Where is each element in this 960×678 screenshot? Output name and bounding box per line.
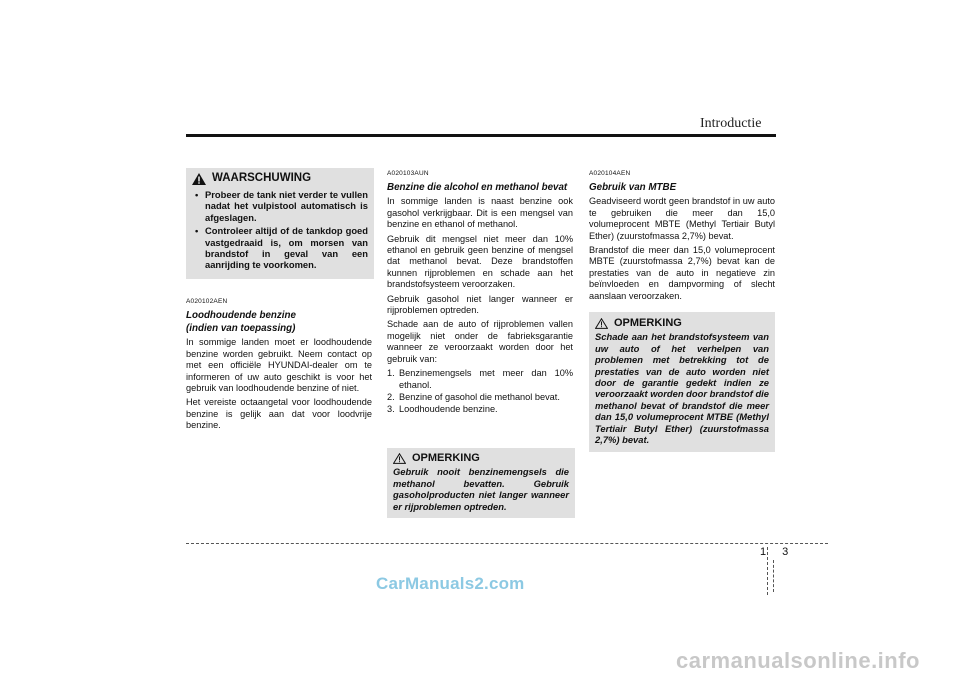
warning-list: [192, 189, 368, 271]
warning-triangle-icon: [192, 173, 206, 185]
paragraph: Brandstof die meer dan 15,0 volumeprocent MBTE (zuurstofmassa 2,7%) bevat kan de prestaties van de auto in negatieve zin beïnvloeden en dampvorming of slecht aanslaan veroorzaken.: [589, 245, 775, 301]
page-number-value: 3: [782, 546, 789, 558]
warning-item: • Controleer altijd of de tankdop goed vastgedraaid is, om morsen van brandstof in geval van een aanrijding te voorkomen.: [192, 225, 368, 271]
paragraph: In sommige landen is naast benzine ook gasohol verkrijgbaar. Dit is een mengsel van benzine en ethanol of methanol.: [387, 196, 573, 230]
caution-triangle-icon: [393, 453, 406, 464]
list-text: Benzinemengsels met meer dan 10% ethanol.: [399, 368, 573, 390]
footer-rule: [186, 543, 828, 544]
list-item: [387, 404, 573, 415]
section-leaded-fuel: [186, 296, 372, 435]
paragraph: Geadviseerd wordt geen brandstof in uw auto te gebruiken die meer dan 15,0 volumeprocent MBTE (Methyl Tertiair Butyl Ether) (zuurstofmassa 2,7%) bevat.: [589, 196, 775, 241]
list-number: 2.: [387, 391, 395, 402]
page-number: [760, 546, 788, 558]
paragraph: In sommige landen moet er loodhoudende benzine worden gebruikt. Neem contact op met een officiële HYUNDAI-dealer om te informeren of uw auto geschikt is voor het gebruik van loodhoudende benzine of niet.: [186, 337, 372, 394]
warning-box: [186, 168, 374, 279]
section-mtbe: [589, 168, 775, 305]
section-code: A020104AEN: [589, 170, 631, 177]
numbered-list: [387, 368, 573, 416]
note-heading: [393, 453, 569, 464]
caution-triangle-icon: [595, 318, 608, 329]
list-text: Benzine of gasohol die methanol bevat.: [399, 391, 560, 402]
section-heading: Benzine die alcohol en methanol bevat: [387, 182, 568, 194]
section-alcohol-fuel: [387, 168, 573, 419]
note-heading: [595, 318, 769, 329]
section-heading: Gebruik van MTBE: [589, 182, 677, 194]
paragraph: Schade aan de auto of rijproblemen vallen mogelijk niet onder de fabrieksgarantie wanneer ze veroorzaakt worden door het gebruik van:: [387, 319, 573, 364]
note-title: OPMERKING: [412, 452, 480, 464]
warning-heading: [192, 173, 368, 185]
section-code: A020103AUN: [387, 170, 429, 177]
footer-divider: [773, 560, 774, 592]
note-body: Schade aan het brandstofsysteem van uw auto of het verhelpen van problemen met betrekking tot de prestaties van de auto worden niet door de garantie gedekt indien ze veroorzaakt worden door brandstof die methanol bevat of brandstof die meer dan 15,0 volumeprocent MTBE (Methyl Tertiair Butyl Ether) (zuurstofmassa 2,7%) bevat.: [595, 331, 769, 446]
header-rule: [186, 134, 776, 137]
paragraph: Gebruik dit mengsel niet meer dan 10% ethanol en gebruik geen benzine of mengsel dat methanol bevat. Deze brandstoffen kunnen rijproblemen en schade aan het brandstofsysteem veroorzaken.: [387, 233, 573, 290]
list-text: Loodhoudende benzine.: [399, 404, 498, 415]
list-number: 1.: [387, 368, 395, 379]
list-item: [387, 368, 573, 391]
warning-title: WAARSCHUWING: [212, 172, 312, 185]
section-code: A020102AEN: [186, 298, 228, 305]
list-item: [387, 392, 573, 403]
section-subheading: (indien van toepassing): [186, 323, 296, 335]
section-heading: Loodhoudende benzine: [186, 310, 296, 322]
list-number: 3.: [387, 404, 395, 415]
section-title: Introductie: [700, 116, 762, 131]
note-title: OPMERKING: [614, 317, 682, 329]
watermark-right: carmanualsonline.info: [676, 648, 920, 673]
chapter-number: 1: [760, 546, 767, 558]
watermark-left: CarManuals2.com: [376, 574, 525, 593]
footer-divider: [767, 547, 768, 595]
warning-item: • Probeer de tank niet verder te vullen nadat het vulpistool automatisch is afgeslagen.: [192, 189, 368, 223]
note-box: [387, 448, 575, 518]
note-box: [589, 312, 775, 452]
paragraph: Gebruik gasohol niet langer wanneer er rijproblemen optreden.: [387, 293, 573, 316]
paragraph: Het vereiste octaangetal voor loodhoudende benzine is gelijk aan dat voor loodvrije benzine.: [186, 397, 372, 431]
note-body: Gebruik nooit benzinemengsels die methanol bevatten. Gebruik gasoholproducten niet langer wanneer er rijproblemen optreden.: [393, 466, 569, 512]
